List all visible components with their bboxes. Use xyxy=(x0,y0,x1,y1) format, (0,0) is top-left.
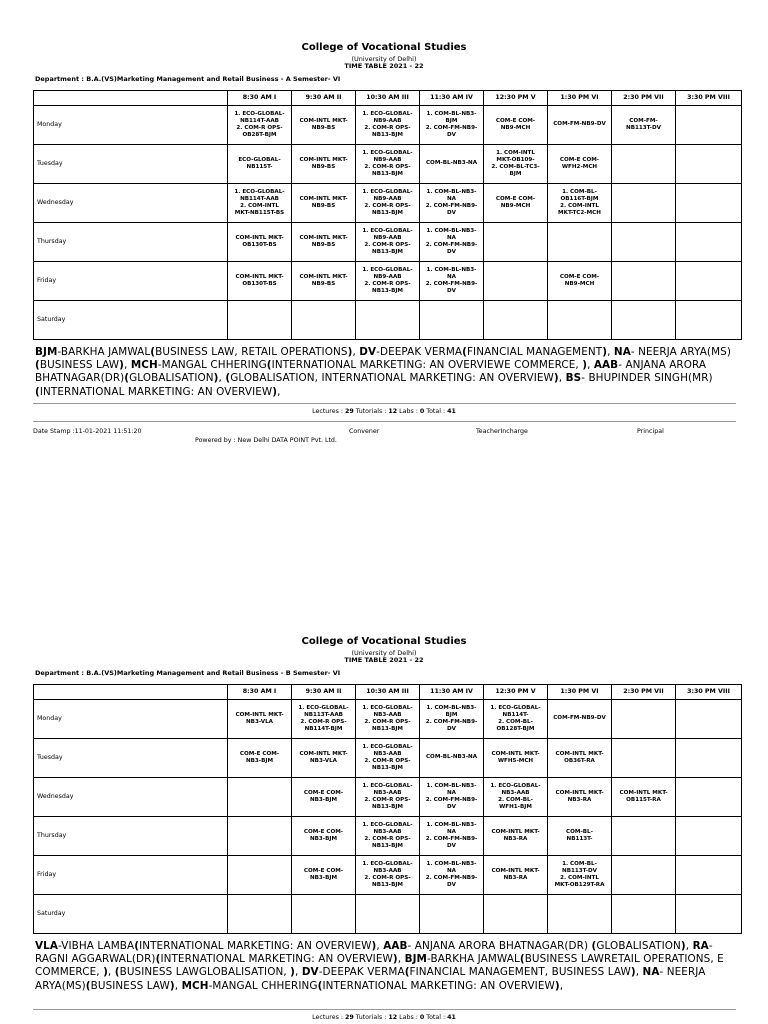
day-row-wednesday xyxy=(34,778,742,817)
legend-text: , xyxy=(124,359,131,372)
labs-label: Labs : xyxy=(397,1014,420,1021)
legend-text: BUSINESS LAW, RETAIL OPERATIONS xyxy=(155,346,348,358)
class-cell: 1. ECO-GLOBAL- NB114T-AAB 2. COM-R OPS- OB28T-BJM xyxy=(228,106,292,145)
class-cell: 1. ECO-GLOBAL- NB9-AAB 2. COM-R OPS- NB13-BJM xyxy=(356,106,420,145)
class-cell: 1. ECO-GLOBAL- NB3-AAB 2. COM-R OPS- NB13-BJM xyxy=(356,739,420,778)
class-cell: 1. COM-BL-NB3- BJM 2. COM-FM-NB9- DV xyxy=(420,106,484,145)
class-cell: 1. COM-INTL MKT-OB109- 2. COM-BL-TC3- BJM xyxy=(484,145,548,184)
class-cell xyxy=(676,262,742,301)
class-cell: COM-FM-NB9-DV xyxy=(548,106,612,145)
class-cell xyxy=(676,106,742,145)
legend-text: -DEEPAK VERMA xyxy=(318,966,405,979)
legend-code: MCH xyxy=(130,359,158,372)
day-row-monday xyxy=(34,106,742,145)
legend-code: ) xyxy=(213,372,219,385)
legend-code: AAB xyxy=(593,359,619,372)
legend-text: - BHUPINDER SINGH(MR) xyxy=(581,372,713,385)
legend-code: ) xyxy=(272,385,278,398)
period-header: 11:30 AM IV xyxy=(420,91,484,106)
powered-by: Powered by : New Delhi DATA POINT Pvt. Ltd. xyxy=(195,437,337,444)
legend-code: ( xyxy=(85,979,91,992)
legend-code: ) xyxy=(680,940,686,952)
legend-code: ( xyxy=(591,940,597,952)
class-cell xyxy=(612,262,676,301)
legend-text: - NEERJA ARYA(MS) xyxy=(630,346,732,358)
class-cell: ECO-GLOBAL- NB115T- xyxy=(228,145,292,184)
class-cell: COM-INTL MKT- NB9-BS xyxy=(292,262,356,301)
legend-code: ) xyxy=(392,953,398,966)
day-label: Friday xyxy=(34,262,228,301)
class-cell xyxy=(420,895,484,934)
class-cell xyxy=(548,223,612,262)
class-cell: 1. ECO-GLOBAL- NB9-AAB 2. COM-R OPS- NB13-BJM xyxy=(356,262,420,301)
legend-code: ) xyxy=(290,966,296,979)
legend-text: FINANCIAL MANAGEMENT xyxy=(466,346,603,358)
legend-text: -MANGAL CHHERING xyxy=(208,979,318,992)
class-cell: COM-INTL MKT- NB3-RA xyxy=(548,778,612,817)
labs-label: Labs : xyxy=(397,408,420,415)
legend-code: ) xyxy=(602,346,608,358)
session-title: TIME TABLE 2021 - 22 xyxy=(344,62,424,70)
day-row-thursday xyxy=(34,223,742,262)
legend-text: -BARKHA JAMWAL xyxy=(427,953,520,966)
class-cell xyxy=(612,145,676,184)
legend-text: FINANCIAL MANAGEMENT, BUSINESS LAW xyxy=(409,966,631,979)
day-label: Wednesday xyxy=(34,778,228,817)
period-header: 9:30 AM II xyxy=(292,685,356,700)
class-cell xyxy=(612,817,676,856)
legend-code: ) xyxy=(169,979,175,992)
class-cell: 1. ECO-GLOBAL- NB9-AAB 2. COM-R OPS- NB13-BJM xyxy=(356,145,420,184)
legend-code: ( xyxy=(35,385,40,398)
class-cell: 1. COM-BL-NB3- NA 2. COM-FM-NB9- DV xyxy=(420,817,484,856)
class-cell xyxy=(612,700,676,739)
total-label: Total : xyxy=(424,1014,448,1021)
period-header: 3:30 PM VIII xyxy=(676,685,742,700)
class-cell: 1. ECO-GLOBAL- NB9-AAB 2. COM-R OPS- NB13-BJM xyxy=(356,223,420,262)
class-cell: 1. COM-BL-NB3- NA 2. COM-FM-NB9- DV xyxy=(420,184,484,223)
class-cell xyxy=(228,856,292,895)
day-row-saturday xyxy=(34,301,742,340)
corner-cell xyxy=(34,91,228,106)
class-cell xyxy=(228,817,292,856)
class-cell xyxy=(548,301,612,340)
period-header: 9:30 AM II xyxy=(292,91,356,106)
legend-code: BS xyxy=(565,372,582,385)
legend-text: , xyxy=(352,346,360,358)
period-header: 12:30 PM V xyxy=(484,91,548,106)
college-title: College of Vocational Studies xyxy=(301,42,467,53)
legend-text: GLOBALISATION xyxy=(596,940,681,952)
class-cell: 1. COM-BL- OB116T-BJM 2. COM-INTL MKT-TC2-MCH xyxy=(548,184,612,223)
teacher-incharge-label: TeacherIncharge xyxy=(476,428,528,435)
legend-text: - ANJANA ARORA BHATNAGAR(DR) xyxy=(407,940,592,952)
legend-text: GLOBALISATION xyxy=(129,372,214,385)
legend-text: INTERNATIONAL MARKETING: AN OVERVIEW xyxy=(39,385,273,398)
class-cell xyxy=(612,184,676,223)
legend-code: ) xyxy=(347,346,353,358)
period-header: 11:30 AM IV xyxy=(420,685,484,700)
university-subtitle: (University of Delhi) xyxy=(351,55,417,63)
class-cell: 1. COM-BL- NB113T-DV 2. COM-INTL MKT-OB129T-RA xyxy=(548,856,612,895)
class-cell xyxy=(612,223,676,262)
legend-code: ( xyxy=(266,359,272,372)
legend-code: VLA xyxy=(35,940,59,952)
class-cell: COM-INTL MKT- NB3-RA xyxy=(484,856,548,895)
legend-code: DV xyxy=(359,346,377,358)
class-cell: COM-FM-NB9-DV xyxy=(548,700,612,739)
legend-code: MCH xyxy=(181,979,209,992)
class-cell xyxy=(612,895,676,934)
class-cell xyxy=(484,895,548,934)
class-cell xyxy=(676,856,742,895)
total-count: 41 xyxy=(447,408,456,415)
class-cell: 1. COM-BL-NB3- BJM 2. COM-FM-NB9- DV xyxy=(420,700,484,739)
legend-code: NA xyxy=(642,966,660,979)
class-cell: COM-E COM- NB3-BJM xyxy=(292,778,356,817)
class-cell: COM-E COM- NB9-MCH xyxy=(484,106,548,145)
period-header: 10:30 AM III xyxy=(356,685,420,700)
class-cell: COM-INTL MKT- WFH5-MCH xyxy=(484,739,548,778)
divider xyxy=(33,1009,736,1010)
corner-cell xyxy=(34,685,228,700)
class-cell: 1. ECO-GLOBAL- NB9-AAB 2. COM-R OPS- NB13-BJM xyxy=(356,184,420,223)
class-cell xyxy=(676,184,742,223)
principal-label: Principal xyxy=(637,428,664,435)
period-header: 1:30 PM VI xyxy=(548,685,612,700)
class-cell: COM-INTL MKT- OB115T-RA xyxy=(612,778,676,817)
class-cell xyxy=(676,739,742,778)
class-cell: COM-BL-NB3-NA xyxy=(420,739,484,778)
class-cell: COM-INTL MKT- OB130T-BS xyxy=(228,262,292,301)
class-cell xyxy=(612,739,676,778)
class-cell: 1. ECO-GLOBAL- NB114T- 2. COM-BL- OB128T-BJM xyxy=(484,700,548,739)
class-cell: COM-E COM- NB3-BJM xyxy=(292,856,356,895)
faculty-legend xyxy=(35,940,735,993)
legend-text: , xyxy=(174,979,182,992)
day-label: Thursday xyxy=(34,817,228,856)
legend-code: ( xyxy=(519,953,525,966)
legend-code: ( xyxy=(35,359,40,372)
legend-text: , xyxy=(685,940,693,952)
day-label: Saturday xyxy=(34,895,228,934)
day-row-friday xyxy=(34,856,742,895)
session-title: TIME TABLE 2021 - 22 xyxy=(344,656,424,664)
labs-count: 0 xyxy=(419,1014,425,1021)
divider xyxy=(33,403,736,404)
legend-code: AAB xyxy=(383,940,408,952)
legend-code: ( xyxy=(155,953,161,966)
class-cell: COM-E COM- NB3-BJM xyxy=(228,739,292,778)
legend-text: , xyxy=(277,385,281,398)
class-cell xyxy=(356,301,420,340)
period-header: 8:30 AM I xyxy=(228,91,292,106)
department-line: Department : B.A.(VS)Marketing Management and Retail Business - B Semester- VI xyxy=(35,669,341,677)
day-row-wednesday xyxy=(34,184,742,223)
legend-text: - ANJANA ARORA BHATNAGAR(DR) xyxy=(35,359,707,385)
class-cell xyxy=(676,145,742,184)
labs-count: 0 xyxy=(419,408,425,415)
legend-text: , xyxy=(218,372,226,385)
legend-text: -BARKHA JAMWAL xyxy=(57,346,151,358)
class-cell: 1. ECO-GLOBAL- NB3-AAB 2. COM-R OPS- NB13-BJM xyxy=(356,778,420,817)
legend-code: ( xyxy=(404,966,410,979)
date-stamp: Date Stamp :11-01-2021 11:51:20 xyxy=(33,428,142,435)
timetable-body xyxy=(34,700,742,934)
legend-text: BUSINESS LAWRETAIL OPERATIONS, E COMMERCE, xyxy=(35,953,724,979)
class-cell: COM-FM- NB113T-DV xyxy=(612,106,676,145)
legend-code: ( xyxy=(150,346,156,358)
class-cell: COM-INTL MKT- NB3-VLA xyxy=(228,700,292,739)
period-header-row xyxy=(34,685,742,700)
class-cell: 1. ECO-GLOBAL- NB3-AAB 2. COM-BL- WFH1-BJM xyxy=(484,778,548,817)
class-cell: COM-INTL MKT- NB3-RA xyxy=(484,817,548,856)
legend-text: GLOBALISATION, INTERNATIONAL MARKETING: AN OVERVIEW xyxy=(230,372,554,385)
legend-text: , xyxy=(587,359,594,372)
class-cell xyxy=(484,223,548,262)
legend-code: ) xyxy=(554,979,560,992)
timetable-body xyxy=(34,106,742,340)
class-cell xyxy=(228,301,292,340)
legend-code: NA xyxy=(613,346,631,358)
legend-text: INTERNATIONAL MARKETING: AN OVERVIEW xyxy=(139,940,372,952)
department-line: Department : B.A.(VS)Marketing Management and Retail Business - A Semester- VI xyxy=(35,75,341,83)
class-cell xyxy=(612,856,676,895)
tutorials-label: Tutorials : xyxy=(353,408,389,415)
legend-code: BJM xyxy=(35,346,58,358)
legend-text: INTERNATIONAL MARKETING: AN OVERVIEW xyxy=(322,979,555,992)
legend-text: - RAGNI AGGARWAL(DR) xyxy=(35,940,713,966)
lectures-label: Lectures : xyxy=(312,1014,346,1021)
class-cell: 1. ECO-GLOBAL- NB3-AAB 2. COM-R OPS- NB13-BJM xyxy=(356,700,420,739)
legend-text: , xyxy=(107,966,115,979)
legend-code: ( xyxy=(317,979,323,992)
faculty-legend xyxy=(35,346,735,399)
class-cell: COM-INTL MKT- NB9-BS xyxy=(292,106,356,145)
total-count: 41 xyxy=(447,1014,456,1021)
day-row-monday xyxy=(34,700,742,739)
class-cell: COM-INTL MKT- NB9-BS xyxy=(292,223,356,262)
total-label: Total : xyxy=(424,408,448,415)
legend-code: ( xyxy=(134,940,140,952)
class-cell: COM-INTL MKT- NB9-BS xyxy=(292,145,356,184)
period-header: 1:30 PM VI xyxy=(548,91,612,106)
class-cell: COM-INTL MKT- OB36T-RA xyxy=(548,739,612,778)
class-cell: 1. ECO-GLOBAL- NB3-AAB 2. COM-R OPS- NB13-BJM xyxy=(356,817,420,856)
class-cell: COM-BL- NB113T- xyxy=(548,817,612,856)
college-title: College of Vocational Studies xyxy=(301,636,467,647)
day-label: Saturday xyxy=(34,301,228,340)
class-cell xyxy=(484,262,548,301)
lectures-count: 29 xyxy=(345,408,354,415)
class-cell: 1. COM-BL-NB3- NA 2. COM-FM-NB9- DV xyxy=(420,223,484,262)
day-row-friday xyxy=(34,262,742,301)
class-cell: 1. COM-BL-NB3- NA 2. COM-FM-NB9- DV xyxy=(420,262,484,301)
class-cell: COM-E COM- WFH2-MCH xyxy=(548,145,612,184)
class-cell xyxy=(228,778,292,817)
legend-code: ) xyxy=(630,966,636,979)
class-cell xyxy=(612,301,676,340)
divider xyxy=(33,421,736,422)
day-row-thursday xyxy=(34,817,742,856)
class-cell: COM-INTL MKT- NB9-BS xyxy=(292,184,356,223)
class-cell: 1. ECO-GLOBAL- NB3-AAB 2. COM-R OPS- NB13-BJM xyxy=(356,856,420,895)
day-row-tuesday xyxy=(34,145,742,184)
lectures-label: Lectures : xyxy=(312,408,346,415)
legend-code: ( xyxy=(225,372,231,385)
timetable-a xyxy=(33,90,742,340)
legend-text: , xyxy=(558,372,566,385)
class-cell: COM-INTL MKT- OB130T-BS xyxy=(228,223,292,262)
day-label: Tuesday xyxy=(34,145,228,184)
day-label: Tuesday xyxy=(34,739,228,778)
class-cell: 1. ECO-GLOBAL- NB113T-AAB 2. COM-R OPS- NB114T-BJM xyxy=(292,700,356,739)
legend-text: , xyxy=(635,966,643,979)
legend-text: -VIBHA LAMBA xyxy=(58,940,135,952)
legend-text: , xyxy=(607,346,614,358)
tutorials-count: 12 xyxy=(388,1014,398,1021)
legend-text: INTERNATIONAL MARKETING: AN OVERVIEWE COMMERCE, xyxy=(271,359,583,372)
period-header: 12:30 PM V xyxy=(484,685,548,700)
class-cell xyxy=(676,778,742,817)
day-label: Monday xyxy=(34,700,228,739)
legend-code: DV xyxy=(301,966,319,979)
legend-code: ) xyxy=(119,359,124,372)
class-cell xyxy=(292,301,356,340)
period-header: 10:30 AM III xyxy=(356,91,420,106)
legend-text: BUSINESS LAW xyxy=(39,359,120,372)
class-cell: 1. COM-BL-NB3- NA 2. COM-FM-NB9- DV xyxy=(420,778,484,817)
class-cell: COM-BL-NB3-NA xyxy=(420,145,484,184)
class-cell xyxy=(676,895,742,934)
class-cell xyxy=(292,895,356,934)
legend-text: - NEERJA ARYA(MS) xyxy=(35,966,706,992)
class-cell: 1. COM-BL-NB3- NA 2. COM-FM-NB9- DV xyxy=(420,856,484,895)
class-cell xyxy=(548,895,612,934)
legend-text: , xyxy=(559,979,564,992)
day-row-tuesday xyxy=(34,739,742,778)
legend-code: ( xyxy=(462,346,467,358)
legend-code: BJM xyxy=(404,953,427,966)
legend-code: ) xyxy=(553,372,559,385)
day-label: Monday xyxy=(34,106,228,145)
class-cell: COM-E COM- NB3-BJM xyxy=(292,817,356,856)
class-cell: 1. ECO-GLOBAL- NB114T-AAB 2. COM-INTL MKT-NB115T-BS xyxy=(228,184,292,223)
class-cell xyxy=(676,817,742,856)
legend-code: ) xyxy=(103,966,108,979)
legend-text: , xyxy=(397,953,405,966)
university-subtitle: (University of Delhi) xyxy=(351,649,417,657)
period-header: 2:30 PM VII xyxy=(612,91,676,106)
legend-code: ( xyxy=(114,966,120,979)
class-cell xyxy=(676,223,742,262)
period-header: 3:30 PM VIII xyxy=(676,91,742,106)
class-cell: COM-INTL MKT- NB3-VLA xyxy=(292,739,356,778)
period-header-row xyxy=(34,91,742,106)
day-row-saturday xyxy=(34,895,742,934)
tutorials-label: Tutorials : xyxy=(353,1014,389,1021)
class-cell xyxy=(484,301,548,340)
legend-text: BUSINESS LAW xyxy=(90,979,170,992)
convener-label: Convener xyxy=(349,428,380,435)
legend-text: BUSINESS LAWGLOBALISATION, xyxy=(119,966,291,979)
tutorials-count: 12 xyxy=(388,408,398,415)
legend-text: -DEEPAK VERMA xyxy=(376,346,463,358)
class-cell: COM-E COM- NB9-MCH xyxy=(484,184,548,223)
totals-line xyxy=(0,408,768,415)
class-cell xyxy=(676,700,742,739)
day-label: Thursday xyxy=(34,223,228,262)
legend-code: ) xyxy=(582,359,588,372)
class-cell xyxy=(676,301,742,340)
legend-code: ( xyxy=(124,372,130,385)
lectures-count: 29 xyxy=(345,1014,354,1021)
timetable-b xyxy=(33,684,742,934)
period-header: 8:30 AM I xyxy=(228,685,292,700)
day-label: Friday xyxy=(34,856,228,895)
period-header: 2:30 PM VII xyxy=(612,685,676,700)
class-cell xyxy=(228,895,292,934)
legend-text: , xyxy=(295,966,302,979)
legend-text: INTERNATIONAL MARKETING: AN OVERVIEW xyxy=(160,953,393,966)
class-cell xyxy=(420,301,484,340)
class-cell xyxy=(356,895,420,934)
legend-text: -MANGAL CHHERING xyxy=(157,359,267,372)
totals-line xyxy=(0,1014,768,1021)
legend-code: RA xyxy=(692,940,709,952)
class-cell: COM-E COM- NB9-MCH xyxy=(548,262,612,301)
legend-text: , xyxy=(376,940,384,952)
legend-code: ) xyxy=(371,940,377,952)
day-label: Wednesday xyxy=(34,184,228,223)
